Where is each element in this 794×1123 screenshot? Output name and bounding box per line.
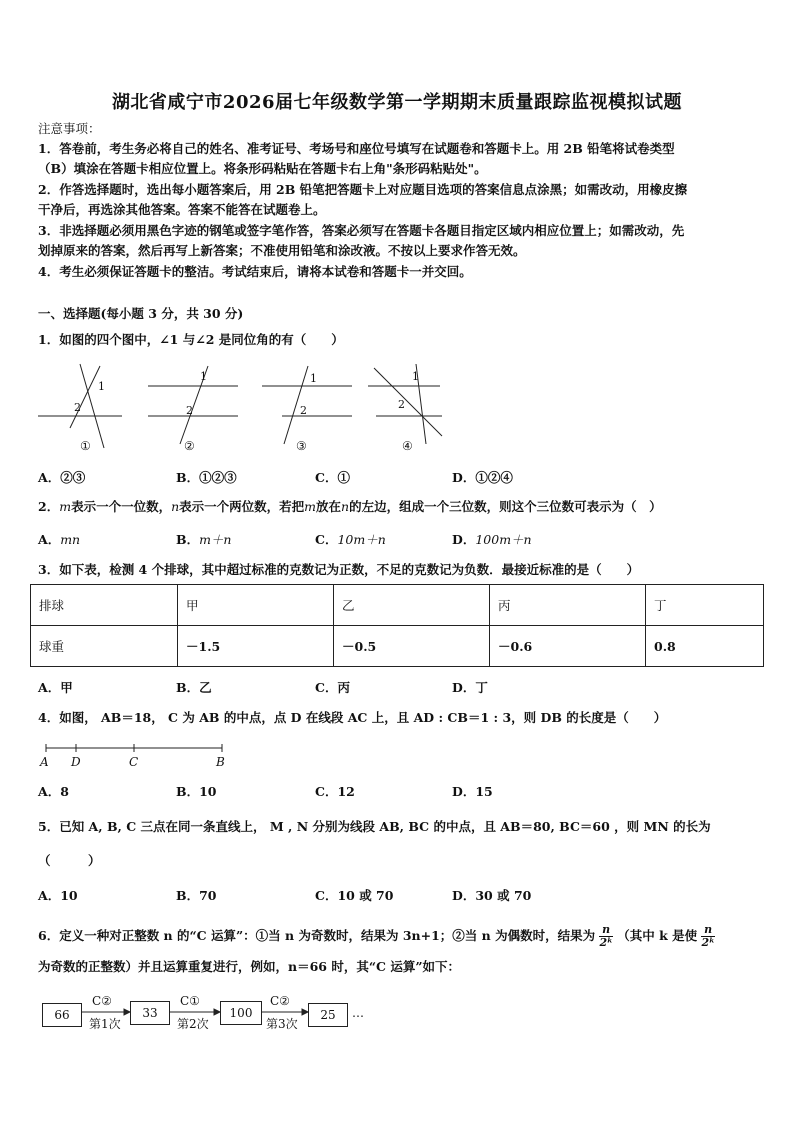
option-a[interactable]: A．甲 [38, 680, 73, 695]
option-a[interactable]: A．mn [38, 532, 81, 547]
option-c[interactable]: C．丙 [315, 680, 350, 695]
angle-1-label: 1 [98, 380, 105, 393]
q1-stem: 1．如图的四个图中，∠1 与∠2 是同位角的有（ ） [38, 332, 344, 347]
notice-line: 3．非选择题必须用黑色字迹的钢笔或签字笔作答，答案必须写在答题卡各题目指定区域内相应位置上；如需改动，先 [38, 223, 685, 238]
figure-label: ② [184, 439, 195, 453]
option-c[interactable]: C．12 [315, 784, 355, 799]
notice-line: 4．考生必须保证答题卡的整洁。考试结束后，请将本试卷和答题卡一并交回。 [38, 264, 472, 279]
table-cell: 乙 [334, 585, 490, 626]
table-cell: －1.5 [178, 626, 334, 667]
q5-stem: 5．已知 A, B, C 三点在同一条直线上， M , N 分别为线段 AB, BC 的中点，且 AB＝80, BC＝60 ，则 MN 的长为 [38, 819, 711, 834]
volleyball-weight-table [30, 584, 764, 667]
option-a[interactable]: A．②③ [38, 470, 86, 485]
q2-stem: 2．m表示一个一位数，n表示一个两位数，若把m放在n的左边，组成一个三位数，则这个三位数可表示为（ ） [38, 499, 662, 514]
flow-op-label: C② [270, 994, 290, 1008]
notice-line: 划掉原来的答案，然后再写上新答案；不准使用铅笔和涂改液。不按以上要求作答无效。 [38, 243, 526, 258]
flow-op-label: C① [180, 994, 200, 1008]
flow-step-label: 第3次 [266, 1017, 298, 1031]
q5-answer-blank: （ ） [38, 853, 101, 868]
option-d[interactable]: D．100m＋n [452, 532, 532, 547]
angle-1-label: 1 [412, 370, 419, 383]
point-d-label: D [71, 755, 81, 769]
q4-segment-figure [36, 738, 236, 770]
angle-2-label: 2 [398, 398, 405, 411]
notice-line: （B）填涂在答题卡相应位置上。将条形码粘贴在答题卡右上角"条形码粘贴处"。 [38, 161, 487, 176]
angle-2-label: 2 [186, 404, 193, 417]
table-cell: 排球 [31, 585, 178, 626]
table-cell: 甲 [178, 585, 334, 626]
table-cell: 0.8 [646, 626, 764, 667]
option-c[interactable]: C．10 或 70 [315, 888, 394, 903]
option-b[interactable]: B．m＋n [176, 532, 232, 547]
flow-op-label: C② [92, 994, 112, 1008]
table-cell: 丙 [490, 585, 646, 626]
option-d[interactable]: D．15 [452, 784, 493, 799]
option-b[interactable]: B．10 [176, 784, 217, 799]
notice-line: 干净后，再选涂其他答案。答案不能答在试题卷上。 [38, 202, 326, 217]
fraction-n-over-2k: $\frac{n}{\text{2ᵏ}}$ [701, 923, 715, 949]
option-b[interactable]: B．①②③ [176, 470, 237, 485]
q3-stem: 3．如下表，检测 4 个排球，其中超过标准的克数记为正数，不足的克数记为负数．最接近标准的是（ ） [38, 562, 640, 577]
flow-step-label: 第2次 [177, 1017, 209, 1031]
point-b-label: B [216, 755, 225, 769]
q6-stem-line2: 为奇数的正整数）并且运算重复进行，例如，n＝66 时，其“C 运算”如下： [38, 959, 461, 974]
option-a[interactable]: A．8 [38, 784, 69, 799]
q1-figures [30, 360, 450, 456]
table-cell: －0.5 [334, 626, 490, 667]
option-b[interactable]: B．乙 [176, 680, 212, 695]
angle-1-label: 1 [200, 370, 207, 383]
option-b[interactable]: B．70 [176, 888, 217, 903]
q6-stem: 6．定义一种对正整数 n 的“C 运算”：①当 n 为奇数时，结果为 3n+1；②当 n 为偶数时，结果为 $\frac{n}{\text{2ᵏ}}$ （其中 k 是使 $\frac{n}{\text{2ᵏ}}$ [38, 923, 715, 949]
figure-label: ④ [402, 439, 413, 453]
table-cell: 球重 [31, 626, 178, 667]
figure-label: ① [80, 439, 91, 453]
notice-line: 2．作答选择题时，选出每小题答案后，用 2B 铅笔把答题卡上对应题目选项的答案信息点涂黑；如需改动，用橡皮擦 [38, 182, 688, 197]
point-c-label: C [129, 755, 139, 769]
flow-value-box: 33 [130, 1001, 170, 1025]
angle-1-label: 1 [310, 372, 317, 385]
flow-value-box: 66 [42, 1003, 82, 1027]
table-row [31, 626, 764, 667]
flow-value-box: 100 [220, 1001, 262, 1025]
figure-label: ③ [296, 439, 307, 453]
angle-2-label: 2 [300, 404, 307, 417]
option-c[interactable]: C．10m＋n [315, 532, 386, 547]
table-cell: －0.6 [490, 626, 646, 667]
option-d[interactable]: D．30 或 70 [452, 888, 532, 903]
flow-value-box: 25 [308, 1003, 348, 1027]
section-heading: 一、选择题(每小题 3 分，共 30 分) [38, 306, 244, 321]
option-d[interactable]: D．①②④ [452, 470, 513, 485]
table-row [31, 585, 764, 626]
option-d[interactable]: D．丁 [452, 680, 488, 695]
page-title: 湖北省咸宁市2026届七年级数学第一学期期末质量跟踪监视模拟试题 [111, 92, 683, 113]
fraction-n-over-2k: $\frac{n}{\text{2ᵏ}}$ [599, 923, 613, 949]
flow-ellipsis: … [352, 1006, 364, 1020]
point-a-label: A [40, 755, 49, 769]
table-cell: 丁 [646, 585, 764, 626]
option-c[interactable]: C．① [315, 470, 350, 485]
q4-stem: 4．如图， AB＝18， C 为 AB 的中点，点 D 在线段 AC 上，且 AD : CB＝1 : 3，则 DB 的长度是（ ） [38, 710, 667, 725]
option-a[interactable]: A．10 [38, 888, 78, 903]
notice-line: 1．答卷前，考生务必将自己的姓名、准考证号、考场号和座位号填写在试题卷和答题卡上。用 2B 铅笔将试卷类型 [38, 141, 675, 156]
angle-2-label: 2 [74, 401, 81, 414]
notice-heading: 注意事项： [38, 121, 101, 136]
flow-step-label: 第1次 [89, 1017, 121, 1031]
